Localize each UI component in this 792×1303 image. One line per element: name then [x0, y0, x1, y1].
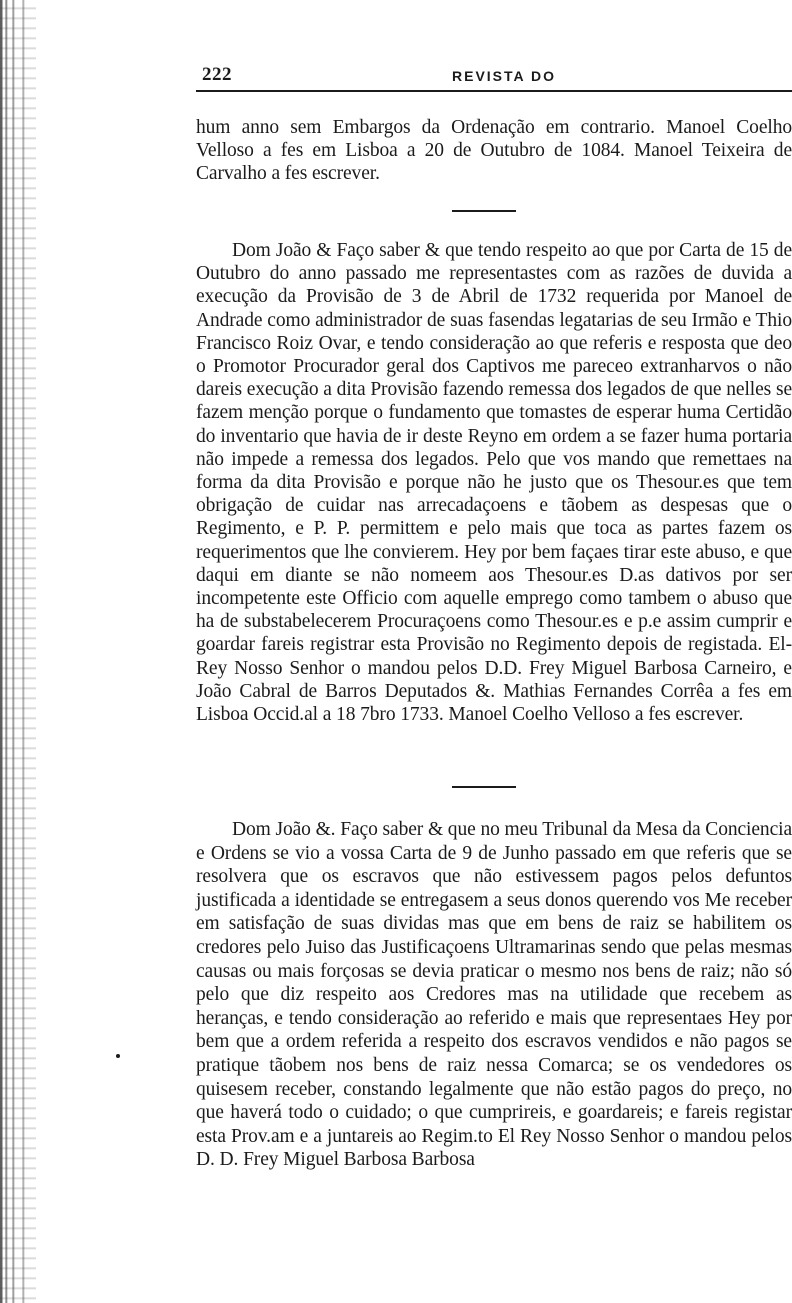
header-rule: [196, 90, 792, 92]
paragraph-2: [196, 239, 792, 726]
paragraph-1-text: hum anno sem Embargos da Ordenação em contrario. Manoel Coelho Velloso a fes em Lisboa a 20 de Outubro de 1084. Manoel Teixeira de Carvalho a fes escrever.: [196, 117, 792, 185]
section-separator-1: [452, 210, 516, 212]
paragraph-3: [196, 818, 792, 1172]
paragraph-2-text: Dom João & Faço saber & que tendo respeito ao que por Carta de 15 de Outubro do anno passado me representastes com as razões de duvida a execução da Provisão de 3 de Abril de 1732 requerida por Manoel de Andrade como administrador de suas fasendas legatarias de seu Irmão e Thio Francisco Roiz Ovar, e tendo consideração ao que referis e resposta que deo o Promotor Procurador geral dos Captivos me pareceo extranharvos o não dareis execução a dita Provisão fazendo remessa dos legados de que nelles se fazem menção porque o fundamento que tomastes de esperar huma Certidão do inventario que havia de ir deste Reyno em ordem a se fazer huma portaria não impede a remessa dos legados. Pelo que vos mando que remettaes na forma da dita Provisão e porque não he justo que os Thesour.es que tem obrigação de cuidar nas arrecadaçoens e tãobem as despesas que o Regimento, e P. P. permittem e pelo mais que toca as partes fazem os requerimentos que lhe convierem. Hey por bem façaes tirar este abuso, e que daqui em diante se não nomeem aos Thesour.es D.as dativos por ser incompetente este Officio com aquelle emprego como tambem o abuso que ha de substabelecerem Procuraçoens como Thesour.es e p.e assim cumprir e goardar fareis registrar esta Provisão no Regimento depois de registada. El-Rey Nosso Senhor o mandou pelos D.D. Frey Miguel Barbosa Carneiro, e João Cabral de Barros Deputados &. Mathias Fernandes Corrêa a fes em Lisboa Occid.al a 18 7bro 1733. Manoel Coelho Velloso a fes escrever.: [196, 240, 792, 726]
paragraph-1: [196, 116, 792, 186]
book-binding-edge: [0, 0, 36, 1303]
page-header: [196, 60, 792, 90]
page-number: 222: [202, 64, 232, 85]
paragraph-3-text: Dom João &. Faço saber & que no meu Tribunal da Mesa da Conciencia e Ordens se vio a vossa Carta de 9 de Junho passado em que referis que se resolvera que os escravos que não estivessem pagos pelos defuntos justificada a identidade se entregasem a seus donos querendo vos Me receber em satisfação de suas dividas mas que em bens de raiz se habilitem os credores pelo Juiso das Justificaçoens Ultramarinas sendo que pelas mesmas causas ou mais forçosas se devia praticar o mesmo nos bens de raiz; não só pelo que diz respeito aos Credores mas na utilidade que recebem as heranças, e tendo consideração ao referido e mais que representaes Hey por bem que a ordem referida a respeito dos escravos vendidos e não pagos se pratique tãobem nos bens de raiz nessa Comarca; se os vendedores os quisesem receber, constando legalmente que não estão pagos do preço, no que haverá todo o cuidado; o que cumprireis, e goardareis; e fareis registar esta Prov.am e a juntareis ao Regim.to El Rey Nosso Senhor o mandou pelos D. D. Frey Miguel Barbosa Barbosa: [196, 819, 792, 1171]
running-head: REVISTA DO: [452, 68, 557, 84]
margin-speck: [116, 1054, 120, 1058]
section-separator-2: [452, 786, 516, 788]
